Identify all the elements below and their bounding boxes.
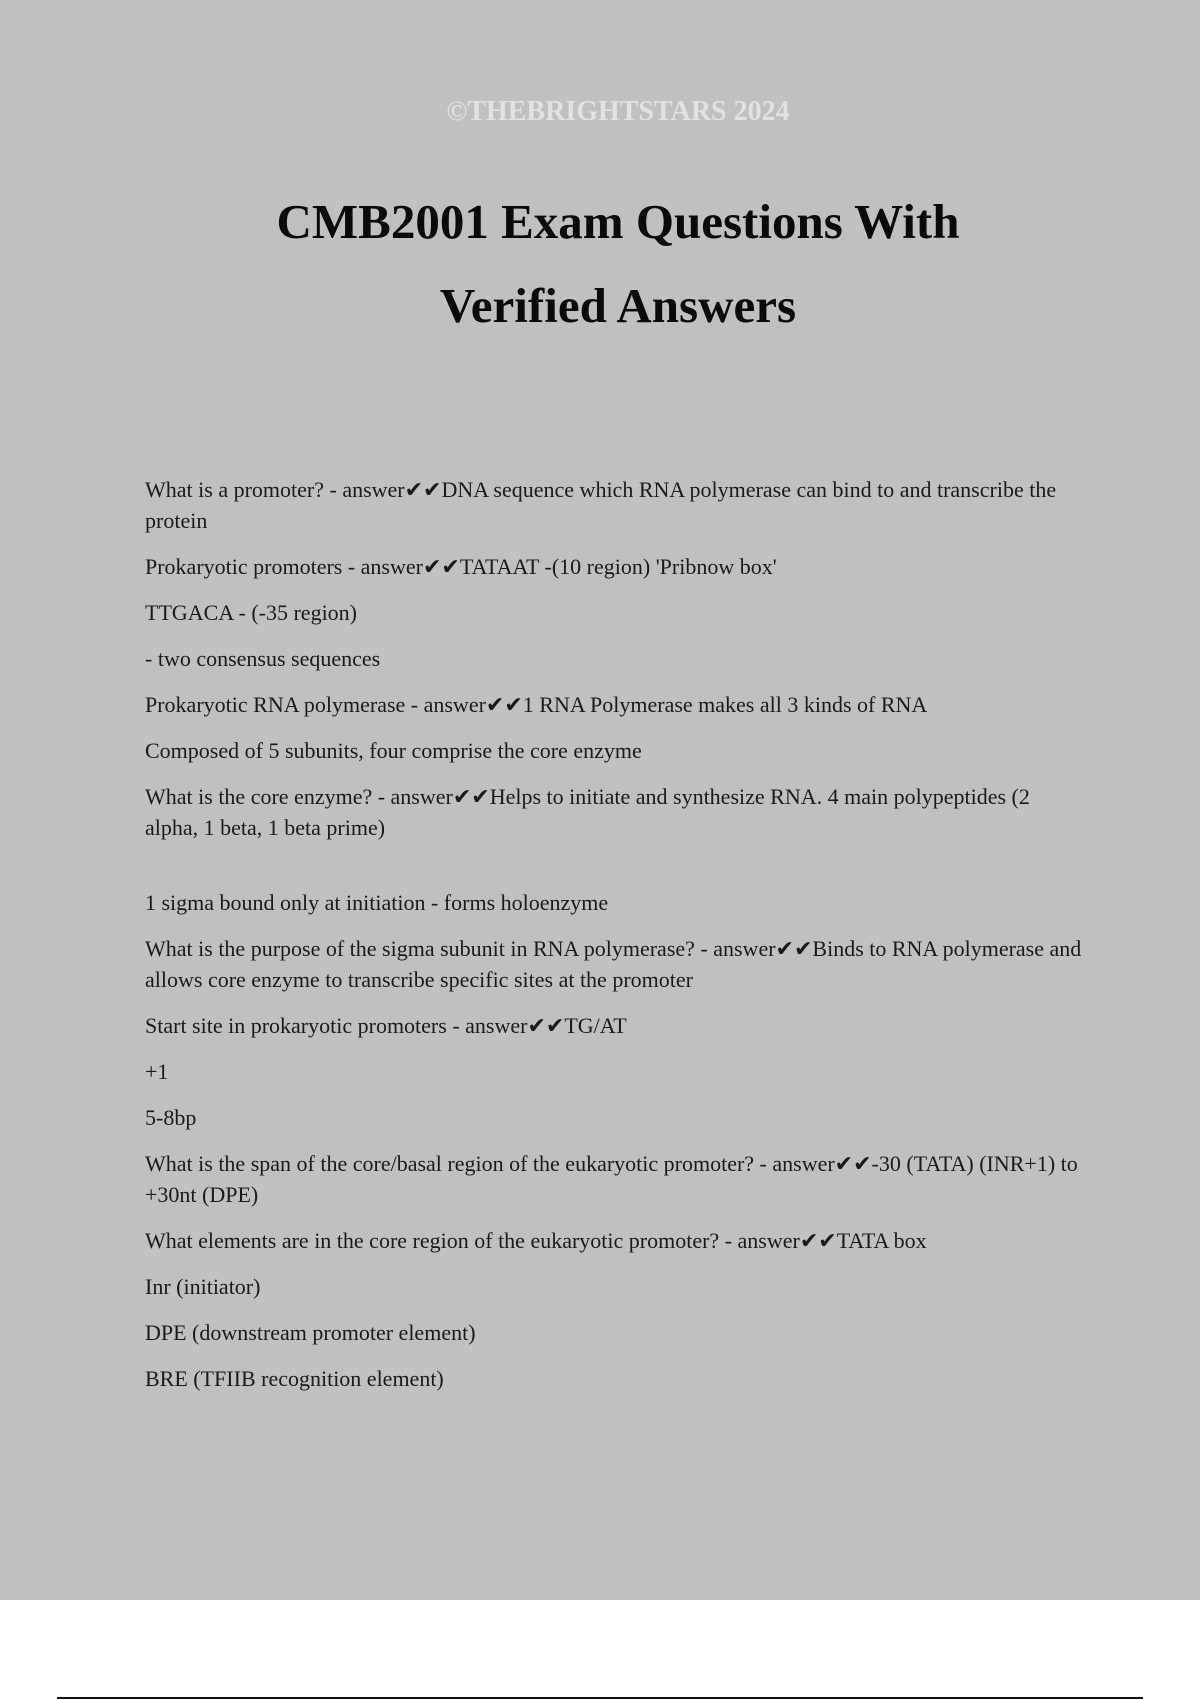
qa-paragraph: BRE (TFIIB recognition element) xyxy=(145,1366,444,1391)
qa-paragraph: What elements are in the core region of the eukaryotic promoter? - answer✔✔TATA box xyxy=(145,1228,927,1253)
qa-paragraph: Prokaryotic promoters - answer✔✔TATAAT -(10 region) 'Pribnow box' xyxy=(145,554,777,579)
footer-divider xyxy=(57,1697,1143,1699)
qa-paragraph: 1 sigma bound only at initiation - forms holoenzyme xyxy=(145,890,609,915)
qa-paragraph: +1 xyxy=(145,1059,169,1084)
qa-paragraph: Start site in prokaryotic promoters - answer✔✔TG/AT xyxy=(145,1013,627,1038)
qa-paragraph: Inr (initiator) xyxy=(145,1274,261,1299)
qa-paragraph: - two consensus sequences xyxy=(145,646,381,671)
question-answer-list xyxy=(145,474,1085,1409)
document-title xyxy=(0,180,1200,348)
qa-paragraph: What is the span of the core/basal region of the eukaryotic promoter? - answer✔✔-30 (TATA) (INR+1) to +30nt (DPE) xyxy=(145,1151,1078,1207)
qa-paragraph: What is the core enzyme? - answer✔✔Helps to initiate and synthesize RNA. 4 main polypeptides (2 alpha, 1 beta, 1 beta prime) xyxy=(145,784,1030,840)
qa-paragraph: What is the purpose of the sigma subunit in RNA polymerase? - answer✔✔Binds to RNA polymerase and allows core enzyme to transcribe specific sites at the promoter xyxy=(145,936,1082,992)
qa-paragraph: 5-8bp xyxy=(145,1105,197,1130)
qa-paragraph: TTGACA - (-35 region) xyxy=(145,600,358,625)
qa-paragraph: Prokaryotic RNA polymerase - answer✔✔1 RNA Polymerase makes all 3 kinds of RNA xyxy=(145,692,928,717)
copyright-watermark: ©THEBRIGHTSTARS 2024 xyxy=(446,96,790,127)
qa-paragraph: What is a promoter? - answer✔✔DNA sequence which RNA polymerase can bind to and transcribe the protein xyxy=(145,477,1057,533)
qa-paragraph: DPE (downstream promoter element) xyxy=(145,1320,476,1345)
qa-paragraph: Composed of 5 subunits, four comprise the core enzyme xyxy=(145,738,642,763)
title-line-2: Verified Answers xyxy=(439,278,797,333)
title-line-1: CMB2001 Exam Questions With xyxy=(276,194,960,249)
